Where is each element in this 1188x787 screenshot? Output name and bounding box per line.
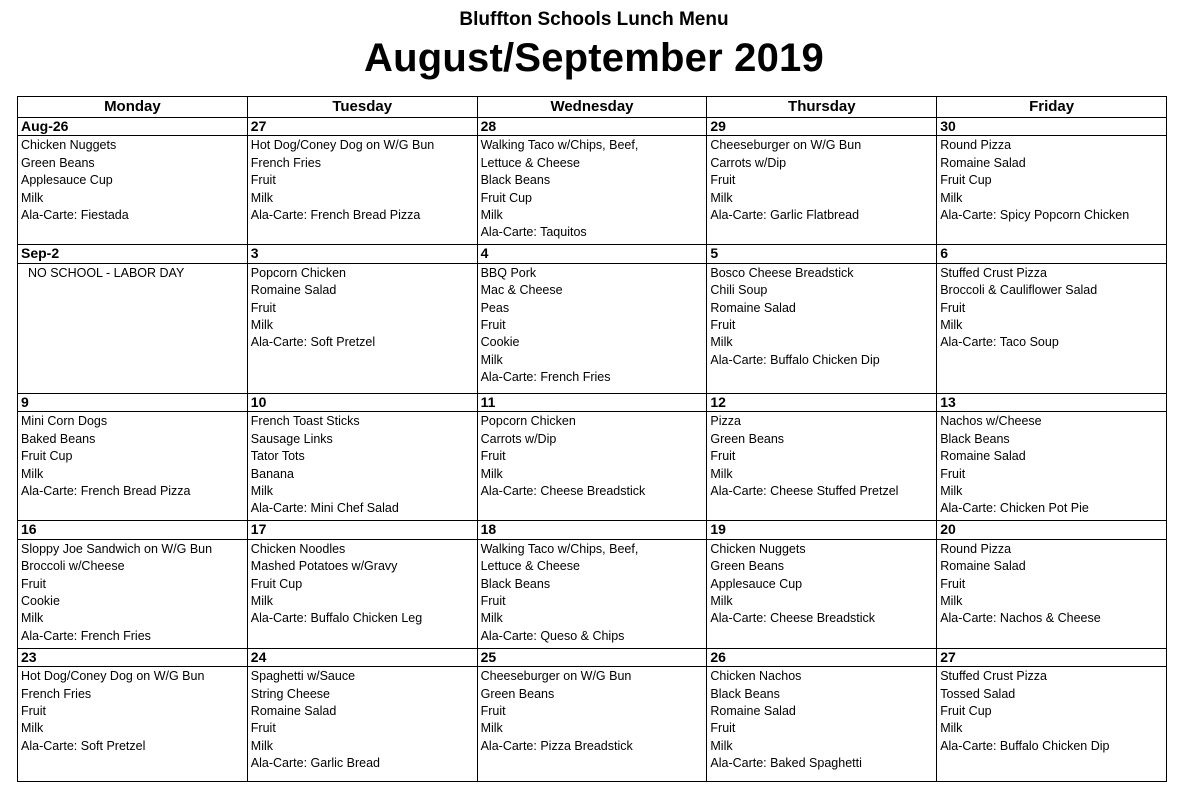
menu-row — [18, 539, 1167, 648]
date-row — [18, 521, 1167, 539]
menu-item: Cheeseburger on W/G Bun — [710, 138, 862, 153]
menu-item: Round Pizza — [940, 138, 1012, 153]
date-cell: Aug-26 — [18, 118, 248, 136]
menu-item: Milk — [480, 611, 503, 626]
date-row — [18, 393, 1167, 411]
menu-item: Carrots w/Dip — [710, 155, 787, 170]
menu-item: Chicken Noodles — [250, 541, 346, 556]
date-cell: 17 — [247, 521, 477, 539]
menu-item: Milk — [940, 318, 963, 333]
menu-item: Milk — [480, 208, 503, 223]
menu-cell — [707, 412, 937, 521]
date-cell: 19 — [707, 521, 937, 539]
menu-cell — [477, 136, 707, 245]
date-cell: 30 — [937, 118, 1167, 136]
menu-cell — [937, 263, 1167, 393]
menu-item: Chicken Nuggets — [710, 541, 806, 556]
menu-item: Milk — [480, 352, 503, 367]
menu-row — [18, 667, 1167, 782]
menu-item: Stuffed Crust Pizza — [940, 669, 1047, 684]
menu-cell — [247, 136, 477, 245]
weekday-header: Monday — [18, 97, 248, 118]
menu-cell — [247, 263, 477, 393]
menu-item: Fruit Cup — [250, 576, 303, 591]
menu-cell — [18, 136, 248, 245]
menu-cell — [18, 412, 248, 521]
menu-cell — [937, 539, 1167, 648]
menu-item: Pizza — [710, 414, 741, 429]
menu-item: Ala-Carte: French Bread Pizza — [21, 483, 191, 498]
menu-item: Fruit Cup — [480, 190, 532, 205]
menu-item: Ala-Carte: Chicken Pot Pie — [940, 501, 1089, 516]
date-cell: 5 — [707, 245, 937, 263]
date-cell: 25 — [477, 648, 707, 666]
menu-item: Popcorn Chicken — [250, 265, 346, 280]
menu-item: Black Beans — [940, 431, 1010, 446]
menu-item: Ala-Carte: Queso & Chips — [480, 628, 625, 643]
menu-item: Walking Taco w/Chips, Beef, — [480, 541, 639, 556]
date-cell: 26 — [707, 648, 937, 666]
menu-item: Cookie — [480, 335, 520, 350]
menu-item: Spaghetti w/Sauce — [250, 669, 356, 684]
menu-item: Milk — [21, 721, 44, 736]
menu-cell — [937, 667, 1167, 782]
menu-cell — [477, 667, 707, 782]
menu-item: BBQ Pork — [480, 265, 537, 280]
menu-item: Romaine Salad — [710, 300, 796, 315]
menu-item: Popcorn Chicken — [480, 414, 576, 429]
date-row — [18, 118, 1167, 136]
menu-cell — [707, 263, 937, 393]
date-cell: 18 — [477, 521, 707, 539]
menu-row — [18, 412, 1167, 521]
menu-item: Chicken Nachos — [710, 669, 802, 684]
menu-cell — [477, 263, 707, 393]
menu-item: Broccoli w/Cheese — [21, 559, 125, 574]
menu-item: Black Beans — [710, 686, 780, 701]
menu-item: Milk — [250, 593, 274, 608]
date-cell: 27 — [247, 118, 477, 136]
menu-item: Sausage Links — [250, 431, 333, 446]
date-cell: Sep-2 — [18, 245, 248, 263]
menu-item: Milk — [250, 483, 274, 498]
menu-item: Fruit — [480, 318, 506, 333]
menu-item: Bosco Cheese Breadstick — [710, 265, 854, 280]
menu-cell — [18, 667, 248, 782]
menu-item: Milk — [480, 721, 503, 736]
menu-item: Ala-Carte: Spicy Popcorn Chicken — [940, 208, 1130, 223]
menu-item: Lettuce & Cheese — [480, 155, 580, 170]
menu-item: Applesauce Cup — [710, 576, 803, 591]
menu-item: Fruit Cup — [940, 703, 992, 718]
date-cell: 11 — [477, 393, 707, 411]
menu-item: Fruit — [480, 703, 506, 718]
menu-item: Banana — [250, 466, 294, 481]
menu-item: Milk — [21, 611, 44, 626]
menu-item: Ala-Carte: Buffalo Chicken Dip — [710, 352, 880, 367]
menu-item: Ala-Carte: Pizza Breadstick — [480, 738, 633, 753]
menu-cell — [937, 136, 1167, 245]
menu-item: Round Pizza — [940, 541, 1012, 556]
menu-item: Ala-Carte: Nachos & Cheese — [940, 611, 1101, 626]
menu-item: Fruit — [940, 576, 966, 591]
menu-item: Chicken Nuggets — [21, 138, 117, 153]
date-cell: 10 — [247, 393, 477, 411]
date-cell: 20 — [937, 521, 1167, 539]
date-cell: 27 — [937, 648, 1167, 666]
date-cell: 12 — [707, 393, 937, 411]
date-cell: 4 — [477, 245, 707, 263]
menu-item: Ala-Carte: Baked Spaghetti — [710, 756, 862, 771]
menu-item: Stuffed Crust Pizza — [940, 265, 1047, 280]
menu-item: Ala-Carte: Cheese Breadstick — [710, 611, 876, 626]
menu-item: Ala-Carte: Cheese Breadstick — [480, 483, 646, 498]
menu-title: August/September 2019 — [364, 36, 824, 80]
menu-item: French Fries — [21, 686, 92, 701]
menu-item: French Toast Sticks — [250, 414, 360, 429]
menu-item: Fruit — [250, 721, 276, 736]
menu-item: Black Beans — [480, 576, 551, 591]
menu-item: Ala-Carte: Buffalo Chicken Leg — [250, 611, 423, 626]
date-cell: 24 — [247, 648, 477, 666]
menu-item: Broccoli & Cauliflower Salad — [940, 283, 1098, 298]
menu-item: Fruit — [250, 300, 276, 315]
menu-item: Peas — [480, 300, 510, 315]
menu-item: Milk — [480, 466, 503, 481]
calendar-body — [18, 118, 1167, 782]
menu-item: Carrots w/Dip — [480, 431, 557, 446]
menu-item: Ala-Carte: French Bread Pizza — [250, 208, 421, 223]
menu-row — [18, 263, 1167, 393]
weekday-header: Tuesday — [247, 97, 477, 118]
menu-cell — [707, 539, 937, 648]
menu-item: Ala-Carte: Garlic Bread — [250, 756, 381, 771]
menu-item: String Cheese — [250, 686, 331, 701]
date-cell: 16 — [18, 521, 248, 539]
menu-item: Milk — [710, 593, 733, 608]
menu-item: Fruit — [480, 593, 506, 608]
menu-cell — [18, 539, 248, 648]
menu-item: Mac & Cheese — [480, 283, 563, 298]
menu-item: Lettuce & Cheese — [480, 559, 580, 574]
menu-item: Tator Tots — [250, 449, 305, 464]
menu-item: Cheeseburger on W/G Bun — [480, 669, 632, 684]
menu-cell — [18, 263, 248, 393]
weekday-header: Friday — [937, 97, 1167, 118]
menu-item: Milk — [21, 466, 44, 481]
menu-item: Fruit — [250, 173, 276, 188]
menu-item: Sloppy Joe Sandwich on W/G Bun — [21, 541, 213, 556]
menu-item: Ala-Carte: French Fries — [480, 370, 611, 385]
menu-item: Milk — [250, 318, 274, 333]
date-cell: 29 — [707, 118, 937, 136]
menu-item: Romaine Salad — [250, 283, 337, 298]
menu-item: Ala-Carte: Taquitos — [480, 225, 587, 240]
menu-item: Tossed Salad — [940, 686, 1016, 701]
menu-item: Ala-Carte: Soft Pretzel — [21, 738, 146, 753]
menu-item: Romaine Salad — [250, 703, 337, 718]
weekday-header-row — [18, 97, 1167, 118]
menu-item: Milk — [710, 190, 733, 205]
date-cell: 3 — [247, 245, 477, 263]
menu-item: Romaine Salad — [940, 155, 1026, 170]
no-school-note: NO SCHOOL - LABOR DAY — [28, 265, 185, 280]
menu-item: Green Beans — [480, 686, 555, 701]
menu-item: Milk — [710, 335, 733, 350]
menu-cell — [477, 412, 707, 521]
date-cell: 6 — [937, 245, 1167, 263]
menu-cell — [707, 136, 937, 245]
menu-item: Mashed Potatoes w/Gravy — [250, 559, 398, 574]
date-cell: 23 — [18, 648, 248, 666]
menu-item: Milk — [250, 738, 274, 753]
menu-item: Ala-Carte: Taco Soup — [940, 335, 1059, 350]
menu-item: Ala-Carte: Fiestada — [21, 208, 129, 223]
menu-item: Fruit — [710, 721, 736, 736]
menu-item: Applesauce Cup — [21, 173, 113, 188]
menu-item: Romaine Salad — [940, 449, 1026, 464]
menu-item: Chili Soup — [710, 283, 768, 298]
menu-subtitle: Bluffton Schools Lunch Menu — [459, 9, 729, 30]
weekday-header: Thursday — [707, 97, 937, 118]
menu-cell — [707, 667, 937, 782]
menu-item: Green Beans — [710, 431, 785, 446]
menu-item: Milk — [710, 466, 733, 481]
menu-item: Milk — [21, 190, 44, 205]
date-row — [18, 245, 1167, 263]
menu-item: Milk — [940, 483, 963, 498]
menu-item: Milk — [940, 593, 963, 608]
date-cell: 13 — [937, 393, 1167, 411]
menu-item: Fruit Cup — [940, 173, 992, 188]
menu-item: Ala-Carte: Soft Pretzel — [250, 335, 376, 350]
menu-cell — [477, 539, 707, 648]
menu-item: Fruit — [710, 318, 736, 333]
menu-item: Ala-Carte: French Fries — [21, 628, 151, 643]
menu-cell — [247, 667, 477, 782]
menu-item: Black Beans — [480, 173, 551, 188]
menu-item: French Fries — [250, 155, 321, 170]
menu-item: Green Beans — [710, 559, 785, 574]
menu-item: Fruit — [21, 703, 46, 718]
menu-item: Romaine Salad — [940, 559, 1026, 574]
menu-item: Fruit — [940, 466, 966, 481]
menu-item: Baked Beans — [21, 431, 96, 446]
menu-item: Hot Dog/Coney Dog on W/G Bun — [21, 669, 205, 684]
menu-item: Ala-Carte: Garlic Flatbread — [710, 208, 860, 223]
menu-item: Fruit — [480, 449, 506, 464]
menu-item: Ala-Carte: Buffalo Chicken Dip — [940, 738, 1110, 753]
lunch-calendar — [17, 96, 1167, 782]
menu-item: Fruit Cup — [21, 449, 73, 464]
menu-cell — [247, 412, 477, 521]
menu-item: Milk — [250, 190, 274, 205]
menu-item: Nachos w/Cheese — [940, 414, 1042, 429]
menu-row — [18, 136, 1167, 245]
menu-item: Fruit — [940, 300, 966, 315]
menu-item: Walking Taco w/Chips, Beef, — [480, 138, 639, 153]
menu-item: Fruit — [710, 449, 736, 464]
menu-cell — [937, 412, 1167, 521]
menu-item: Green Beans — [21, 155, 95, 170]
menu-item: Milk — [940, 721, 963, 736]
date-row — [18, 648, 1167, 666]
menu-item: Ala-Carte: Mini Chef Salad — [250, 501, 399, 516]
date-cell: 9 — [18, 393, 248, 411]
menu-item: Romaine Salad — [710, 703, 796, 718]
menu-item: Ala-Carte: Cheese Stuffed Pretzel — [710, 483, 899, 498]
menu-item: Cookie — [21, 593, 60, 608]
menu-item: Milk — [710, 738, 733, 753]
menu-item: Hot Dog/Coney Dog on W/G Bun — [250, 138, 435, 153]
date-cell: 28 — [477, 118, 707, 136]
weekday-header: Wednesday — [477, 97, 707, 118]
menu-cell — [247, 539, 477, 648]
menu-item: Fruit — [21, 576, 46, 591]
menu-item: Milk — [940, 190, 963, 205]
menu-item: Fruit — [710, 173, 736, 188]
menu-item: Mini Corn Dogs — [21, 414, 108, 429]
